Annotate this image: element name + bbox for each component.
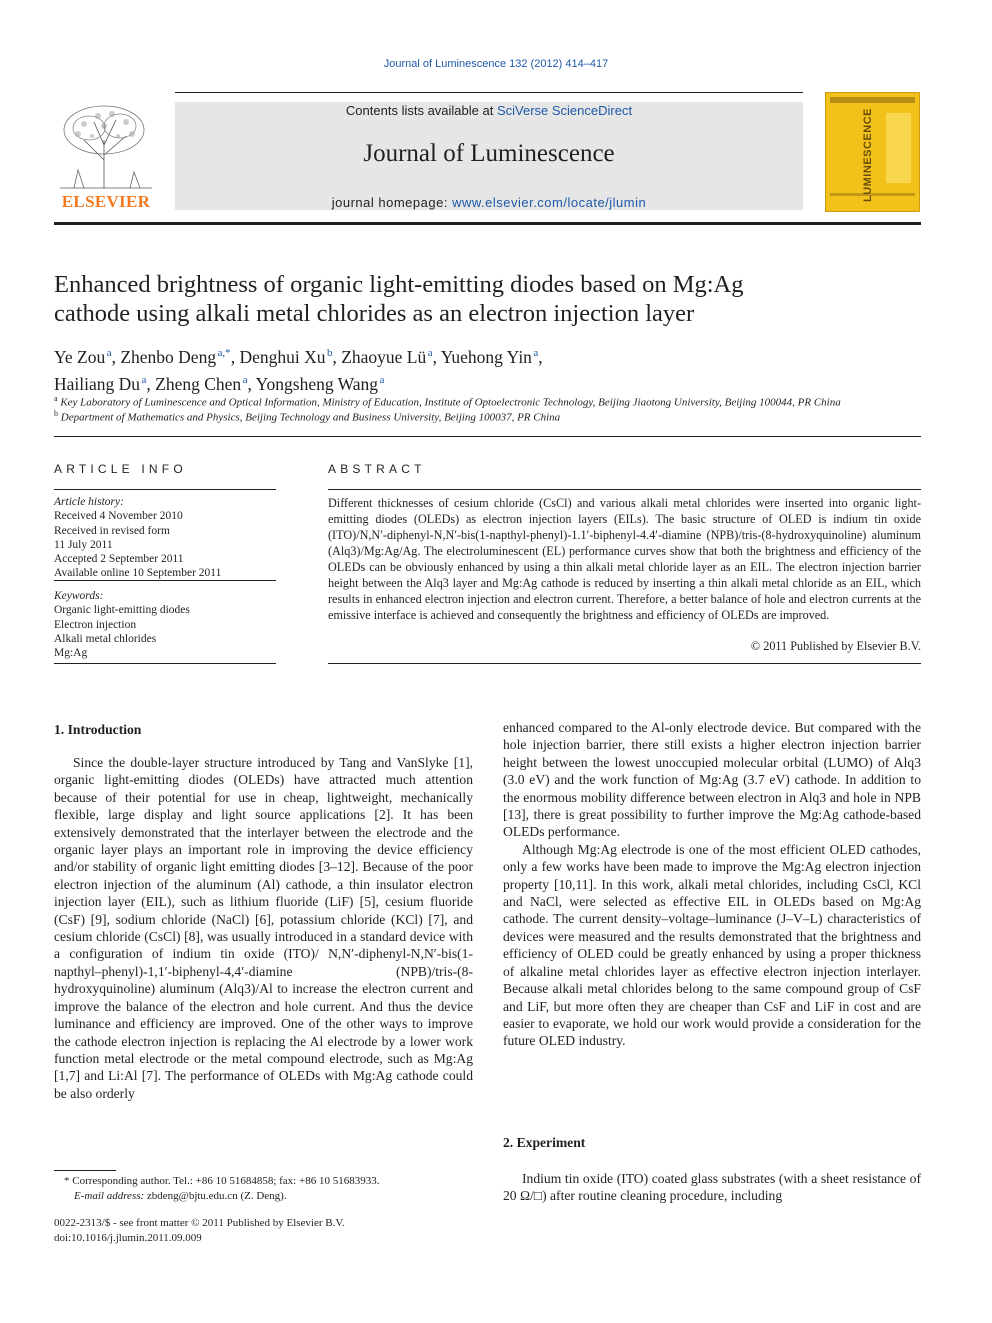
author-name[interactable]: Hailiang Du: [54, 373, 141, 394]
abstract-heading: ABSTRACT: [328, 462, 426, 476]
author-name[interactable]: Denghui Xu: [239, 346, 326, 367]
history-item: Received in revised form: [54, 524, 170, 537]
keyword-item: Electron injection: [54, 618, 137, 631]
author-affil-sup[interactable]: a: [242, 373, 248, 386]
email-note: [54, 1189, 484, 1204]
keywords-label: Keywords:: [54, 590, 104, 602]
article-info-rule: [54, 580, 276, 581]
article-history: [54, 495, 276, 581]
elsevier-tree-icon: [54, 100, 158, 192]
article-title-line-2: cathode using alkali metal chlorides as an electron injection layer: [54, 300, 695, 327]
article-title-line-1: Enhanced brightness of organic light-emitting diodes based on Mg:Ag: [54, 271, 744, 298]
author-name[interactable]: Zheng Chen: [155, 373, 242, 394]
history-item: 11 July 2011: [54, 538, 113, 551]
abstract-rule: [328, 663, 921, 664]
affiliation-divider: [54, 436, 921, 437]
journal-citation[interactable]: Journal of Luminescence 132 (2012) 414–417: [383, 58, 609, 70]
elsevier-wordmark: ELSEVIER: [61, 192, 151, 211]
author-line-1: Ye Zou $^a$, Zhenbo Deng $^{a,*}$, Denghui Xu $^b$, Zhaoyue Lü $^a$, Yuehong Yin $^a$,: [54, 346, 543, 367]
author-name[interactable]: Yongsheng Wang: [255, 373, 379, 394]
keyword-item: Mg:Ag: [54, 647, 88, 660]
section-heading-experiment: 2. Experiment: [503, 1135, 586, 1150]
affiliation-sup: b: [54, 409, 58, 418]
author-name[interactable]: Zhenbo Deng: [120, 346, 217, 367]
author-name[interactable]: Ye Zou: [54, 346, 106, 367]
issn-line: 0022-2313/$ - see front matter © 2011 Published by Elsevier B.V.: [54, 1217, 345, 1229]
article-info-heading: ARTICLE INFO: [54, 462, 187, 476]
author-name[interactable]: Yuehong Yin: [440, 346, 532, 367]
author-affil-sup[interactable]: a: [106, 347, 112, 359]
author-name[interactable]: Zhaoyue Lü: [341, 346, 427, 367]
contents-prefix: Contents lists available at: [345, 103, 497, 118]
footnote: [54, 1174, 484, 1203]
keyword-item: Organic light-emitting diodes: [54, 604, 190, 617]
paragraph: enhanced compared to the Al-only electrode device. But compared with the hole injection barrier, there still exists a higher electron injection barrier height between the lowest unoccupied molecular orbital (LUMO) of Alq3 (3.0 eV) and the work function of Mg:Ag (3.7 eV) cathode. In addition to the enormous mobility difference between electron in Alq3 and hole in NPB [13], there is great possibility to further improve the Mg:Ag cathode-based OLEDs performance.: [503, 720, 921, 840]
homepage-link[interactable]: www.elsevier.com/locate/jlumin: [452, 195, 647, 210]
cover-title: LUMINESCENCE: [862, 108, 874, 203]
history-item: Received 4 November 2010: [54, 510, 183, 523]
affiliation-b: [54, 409, 924, 424]
author-list: [54, 342, 914, 396]
author-affil-sup[interactable]: a: [427, 347, 433, 359]
history-item: Available online 10 September 2011: [54, 567, 222, 580]
journal-cover-thumbnail[interactable]: [825, 92, 920, 212]
footnote-rule: [54, 1170, 116, 1171]
article-info-rule: [54, 489, 276, 490]
homepage-line: [175, 195, 803, 210]
sciencedirect-link[interactable]: SciVerse ScienceDirect: [496, 103, 633, 118]
author-affil-sup[interactable]: a: [379, 373, 385, 386]
affiliation-a: [54, 394, 924, 409]
header-rule-top: [175, 92, 803, 93]
keywords: [54, 589, 276, 660]
email-label: E-mail address:: [74, 1189, 145, 1202]
author-affil-sup[interactable]: a,*: [217, 347, 231, 359]
abstract-copyright: © 2011 Published by Elsevier B.V.: [750, 639, 921, 653]
abstract-rule: [328, 489, 921, 490]
history-label: Article history:: [54, 496, 124, 508]
article-info-rule: [54, 663, 276, 664]
abstract-text: Different thicknesses of cesium chloride (CsCl) and various alkali metal chlorides were inserted into organic light-emitting diodes (OLEDs) as electron injection layers (EILs). The basic structure of OLED is indium tin oxide (ITO)/N,N′-diphenyl-N,N′-bis(1-napthyl-phenyl)-1.1′-biphenyl-4.4′-diamine (NPB)/tris-(8-hydroxyquinoline) aluminum (Alq3)/Mg:Ag/Ag. The electroluminescent (EL) performance curves show that both the brightness and efficiency of the OLEDs can be obviously enhanced by using a thin alkali metal chloride layer as an EIL. The electron injection barrier height between the Alq3 layer and Mg:Ag cathode is reduced by inserting a thin alkali metal chloride as an EIL, which results in enhanced electron injection and electron current. Therefore, a better balance of hole and electron currents at the emissive interface is achieved and consequently the brightness and efficiency of OLEDs are improved.: [328, 496, 921, 622]
body-column-right: [503, 719, 921, 1050]
paragraph: Since the double-layer structure introduced by Tang and VanSlyke [1], organic light-emitting diodes (OLEDs) have attracted much attention because of their potential for use in cheap, lightweight, mechanically flexible, large display and light source applications [2]. It has been extensively demonstrated that the interlayer between the electrode and the organic layer plays an important role in improving the device efficiency and/or stability of organic light emitting diodes [3–12]. Because of the poor electron injection of the aluminum (Al) cathode, a thin insulator electron injection layer (EIL), such as lithium fluoride (LiF) [5], cesium fluoride (CsF) [9], sodium chloride (NaCl) [6], potassium chloride (KCl) [7], and cesium chloride (CsCl) [8], was usually introduced in a standard device with a configuration of indium tin oxide (ITO)/ N,N′-diphenyl-N,N′-bis(1-napthyl–phenyl)-1,1′-biphenyl-4,4′-diamine (NPB)/tris-(8-hydroxyquinoline) aluminum (Alq3)/Al to increase the electron current and improve the balance of the electron and hole current. And thus the device luminance and efficiency are improved. One of the other ways to improve the cathode electron injection is replacing the Al electrode by a lower work function metal electrode or the metal compound electrode, such as Mg:Ag [1,7] and Li:Al [7]. The performance of OLEDs with Mg:Ag cathode could be also orderly: [54, 755, 473, 1101]
keyword-item: Alkali metal chlorides: [54, 632, 157, 645]
corresponding-author-note: * Corresponding author. Tel.: +86 10 51684858; fax: +86 10 51683933.: [64, 1175, 380, 1187]
contents-line: [175, 103, 803, 118]
section-heading-introduction: 1. Introduction: [54, 722, 142, 737]
journal-title: Journal of Luminescence: [363, 140, 615, 167]
history-item: Accepted 2 September 2011: [54, 553, 184, 566]
paragraph: Indium tin oxide (ITO) coated glass substrates (with a sheet resistance of 20 Ω/□) after routine cleaning procedure, including: [503, 1171, 921, 1204]
affiliation-sup: a: [54, 394, 58, 403]
author-affil-sup[interactable]: b: [326, 347, 333, 359]
author-affil-sup[interactable]: a: [533, 347, 539, 359]
header-rule-bottom: [54, 222, 921, 225]
article-title: [54, 270, 914, 328]
affiliation-text: Department of Mathematics and Physics, Beijing Technology and Business University, Beijing 100037, PR China: [60, 411, 561, 424]
paragraph: Although Mg:Ag electrode is one of the most efficient OLED cathodes, only a few works have been made to improve the Mg:Ag electron injection property [10,11]. In this work, alkali metal chlorides, including CsCl, KCl and NaCl, were selected as effective EIL in OLEDs based on Mg:Ag cathode. The current density–voltage–luminance (J–V–L) characteristics of devices were measured and the results demonstrated that the brightness and efficiency of OLED could be greatly enhanced by using a proper thickness of alkaline metal chlorides layer as effective electron injection interlayer. Because alkali metal chlorides belong to the same compound group of CsF and LiF, but more often they are cheaper than CsF and LiF in cost and are easier to evaporate, we hold our work would provide a consideration for the future OLED industry.: [503, 841, 921, 1049]
elsevier-logo[interactable]: [54, 100, 158, 212]
doi-line[interactable]: doi:10.1016/j.jlumin.2011.09.009: [54, 1231, 202, 1244]
email-link[interactable]: zbdeng@bjtu.edu.cn (Z. Deng).: [146, 1189, 287, 1202]
homepage-prefix: journal homepage:: [331, 195, 453, 210]
body-column-left: [54, 754, 473, 1102]
author-affil-sup[interactable]: a: [141, 373, 147, 386]
body-column-right-bottom: [503, 1170, 921, 1205]
author-line-2: Hailiang Du $^a$, Zheng Chen $^a$, Yongsheng Wang $^a$: [54, 373, 385, 394]
front-matter: [54, 1216, 484, 1245]
affiliation-text: Key Laboratory of Luminescence and Optical Information, Ministry of Education, Institute of Optoelectronic Technology, Beijing Jiaotong University, Beijing 100044, PR China: [60, 396, 841, 409]
